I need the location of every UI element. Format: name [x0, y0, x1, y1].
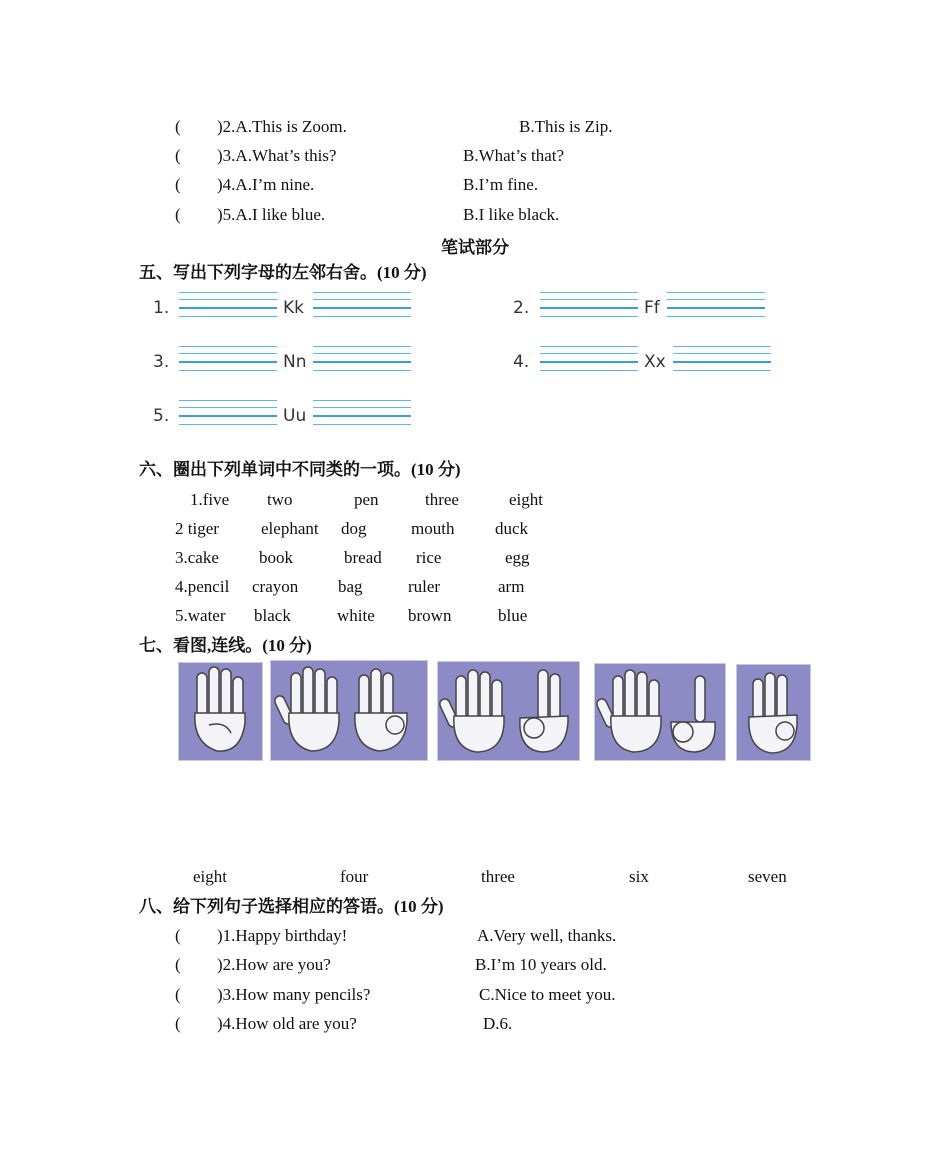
word[interactable]: 2 tiger: [175, 519, 219, 538]
writing-lines-right[interactable]: [313, 346, 411, 376]
number-word[interactable]: seven: [748, 867, 787, 886]
answer-paren[interactable]: (: [175, 1014, 181, 1033]
word[interactable]: two: [267, 490, 293, 509]
number-word[interactable]: three: [481, 867, 515, 886]
hand-six-icon: [595, 664, 725, 760]
section7-title: 七、看图,连线。(10 分): [139, 636, 312, 655]
writing-lines-right[interactable]: [313, 400, 411, 430]
section5-title: 五、写出下列字母的左邻右舍。(10 分): [139, 263, 427, 282]
number-word[interactable]: four: [340, 867, 369, 886]
writing-lines-left[interactable]: [179, 400, 277, 430]
hand-three-icon: [737, 665, 810, 760]
word[interactable]: elephant: [261, 519, 319, 538]
word[interactable]: dog: [341, 519, 367, 538]
word[interactable]: duck: [495, 519, 529, 538]
writing-lines-left[interactable]: [540, 346, 638, 376]
item-number: 4.: [513, 352, 530, 372]
answer-paren: (: [175, 205, 181, 224]
word[interactable]: white: [337, 606, 375, 625]
word[interactable]: ruler: [408, 577, 441, 596]
question: )4.How old are you?: [217, 1014, 357, 1033]
response: D.6.: [483, 1014, 513, 1033]
answer-paren: (: [175, 146, 181, 165]
hand-eight-picture[interactable]: [270, 660, 428, 761]
option-a: )3.A.What’s this?: [217, 146, 337, 165]
letter-pair: Xx: [644, 352, 666, 372]
writing-lines-left[interactable]: [179, 292, 277, 322]
word[interactable]: 1.five: [190, 490, 230, 509]
letter-pair: Uu: [283, 406, 307, 426]
hand-three-picture[interactable]: [736, 664, 811, 761]
response: A.Very well, thanks.: [477, 926, 617, 945]
answer-paren[interactable]: (: [175, 926, 181, 945]
hand-seven-picture[interactable]: [437, 661, 580, 761]
number-word[interactable]: six: [629, 867, 649, 886]
question: )3.How many pencils?: [217, 985, 371, 1004]
word[interactable]: 4.pencil: [175, 577, 230, 596]
question: )1.Happy birthday!: [217, 926, 348, 945]
word[interactable]: crayon: [252, 577, 299, 596]
answer-paren: (: [175, 117, 181, 136]
answer-paren: (: [175, 175, 181, 194]
writing-lines-right[interactable]: [313, 292, 411, 322]
option-b: B.I’m fine.: [463, 175, 539, 194]
letter-pair: Kk: [283, 298, 304, 318]
written-part-title: 笔试部分: [441, 238, 509, 257]
item-number: 1.: [153, 298, 170, 318]
option-a: )2.A.This is Zoom.: [217, 117, 347, 136]
writing-lines-left[interactable]: [179, 346, 277, 376]
item-number: 3.: [153, 352, 170, 372]
response: C.Nice to meet you.: [479, 985, 616, 1004]
word[interactable]: black: [254, 606, 291, 625]
hand-four-picture[interactable]: [178, 662, 263, 761]
word[interactable]: rice: [416, 548, 442, 567]
option-b: B.This is Zip.: [519, 117, 613, 136]
word[interactable]: book: [259, 548, 293, 567]
writing-lines-right[interactable]: [673, 346, 771, 376]
word[interactable]: 3.cake: [175, 548, 219, 567]
hand-seven-icon: [438, 662, 579, 760]
hand-eight-icon: [271, 661, 427, 760]
word[interactable]: egg: [505, 548, 530, 567]
word[interactable]: bag: [338, 577, 363, 596]
letter-pair: Nn: [283, 352, 307, 372]
section8-title: 八、给下列句子选择相应的答语。(10 分): [139, 897, 444, 916]
writing-lines-left[interactable]: [540, 292, 638, 322]
letter-pair: Ff: [644, 298, 660, 318]
answer-paren[interactable]: (: [175, 985, 181, 1004]
answer-paren[interactable]: (: [175, 955, 181, 974]
word[interactable]: pen: [354, 490, 379, 509]
section6-title: 六、圈出下列单词中不同类的一项。(10 分): [139, 460, 461, 479]
word[interactable]: blue: [498, 606, 528, 625]
word[interactable]: arm: [498, 577, 525, 596]
item-number: 5.: [153, 406, 170, 426]
option-a: )5.A.I like blue.: [217, 205, 326, 224]
number-word[interactable]: eight: [193, 867, 227, 886]
hand-four-icon: [179, 663, 262, 760]
option-b: B.What’s that?: [463, 146, 565, 165]
response: B.I’m 10 years old.: [475, 955, 607, 974]
item-number: 2.: [513, 298, 530, 318]
question: )2.How are you?: [217, 955, 331, 974]
word[interactable]: eight: [509, 490, 543, 509]
option-a: )4.A.I’m nine.: [217, 175, 315, 194]
option-b: B.I like black.: [463, 205, 560, 224]
hand-six-picture[interactable]: [594, 663, 726, 761]
word[interactable]: mouth: [411, 519, 455, 538]
writing-lines-right[interactable]: [667, 292, 765, 322]
word[interactable]: brown: [408, 606, 452, 625]
word[interactable]: three: [425, 490, 459, 509]
word[interactable]: bread: [344, 548, 382, 567]
word[interactable]: 5.water: [175, 606, 226, 625]
